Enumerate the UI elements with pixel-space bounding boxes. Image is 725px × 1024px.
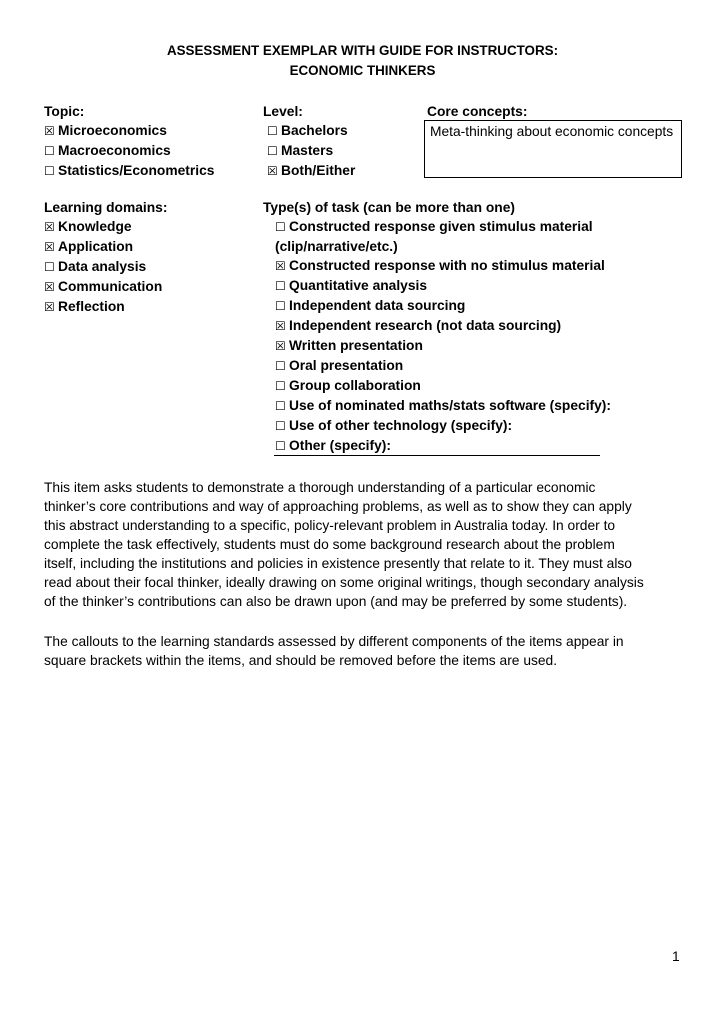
intro-paragraph: This item asks students to demonstrate a thorough understanding of a particular economic thinker’s core contributions and way of approaching problems, as well as to show they can apply this abstract understanding to a specific, policy-relevant problem in Australia today. In order to complete the task effectively, students must do some background research about the problem itself, including the institutions and policies in existence presently that relate to it. They must also read about their focal thinker, ideally drawing on some original writings, though secondary analysis of the thinker’s contributions can also be drawn upon (and may be preferred by some students). (44, 480, 644, 609)
task-types-label: Type(s) of task (can be more than one) (263, 200, 515, 215)
checked-box-icon[interactable]: ☒ (44, 240, 55, 254)
task-option-data-sourcing[interactable]: ☐ Independent data sourcing (263, 296, 611, 316)
unchecked-box-icon[interactable]: ☐ (275, 419, 286, 433)
learning-domains-label: Learning domains: (44, 200, 168, 215)
document-title (0, 41, 725, 81)
level-section (263, 102, 355, 181)
unchecked-box-icon[interactable]: ☐ (275, 220, 286, 234)
unchecked-box-icon[interactable]: ☐ (275, 439, 286, 453)
level-option-bachelors[interactable]: ☐ Bachelors (263, 121, 355, 141)
task-types-section (263, 198, 611, 456)
topic-option-microeconomics[interactable]: ☒ Microeconomics (44, 121, 214, 141)
checked-box-icon[interactable]: ☒ (275, 259, 286, 273)
title-line-2: ECONOMIC THINKERS (289, 63, 436, 78)
checked-box-icon[interactable]: ☒ (44, 220, 55, 234)
unchecked-box-icon[interactable]: ☐ (275, 399, 286, 413)
other-specify-line[interactable] (274, 455, 600, 456)
task-option-quantitative[interactable]: ☐ Quantitative analysis (263, 276, 611, 296)
topic-option-macroeconomics[interactable]: ☐ Macroeconomics (44, 141, 214, 161)
domain-option-knowledge[interactable]: ☒ Knowledge (44, 217, 167, 237)
topic-section (44, 102, 214, 181)
checked-box-icon[interactable]: ☒ (44, 280, 55, 294)
checked-box-icon[interactable]: ☒ (44, 124, 55, 138)
topic-option-statistics[interactable]: ☐ Statistics/Econometrics (44, 161, 214, 181)
unchecked-box-icon[interactable]: ☐ (44, 260, 55, 274)
learning-domains-section (44, 198, 167, 317)
unchecked-box-icon[interactable]: ☐ (275, 359, 286, 373)
unchecked-box-icon[interactable]: ☐ (44, 144, 55, 158)
task-option-group[interactable]: ☐ Group collaboration (263, 376, 611, 396)
task-option-software[interactable]: ☐ Use of nominated maths/stats software (specify): (263, 396, 611, 416)
page-number: 1 (672, 949, 680, 964)
checked-box-icon[interactable]: ☒ (275, 319, 286, 333)
task-option-other[interactable]: ☐ Other (specify): (263, 436, 611, 456)
domain-option-reflection[interactable]: ☒ Reflection (44, 297, 167, 317)
unchecked-box-icon[interactable]: ☐ (44, 164, 55, 178)
title-line-1: ASSESSMENT EXEMPLAR WITH GUIDE FOR INSTRUCTORS: (166, 43, 559, 58)
unchecked-box-icon[interactable]: ☐ (275, 299, 286, 313)
domain-option-application[interactable]: ☒ Application (44, 237, 167, 257)
checked-box-icon[interactable]: ☒ (267, 164, 278, 178)
level-option-both[interactable]: ☒ Both/Either (263, 161, 355, 181)
unchecked-box-icon[interactable]: ☐ (275, 279, 286, 293)
callouts-paragraph: The callouts to the learning standards assessed by different components of the items appear in square brackets within the items, and should be removed before the items are used. (44, 634, 624, 668)
task-option-stimulus[interactable]: ☐ Constructed response given stimulus material (263, 217, 611, 237)
level-option-masters[interactable]: ☐ Masters (263, 141, 355, 161)
domain-option-communication[interactable]: ☒ Communication (44, 277, 167, 297)
core-concepts-label: Core concepts: (427, 104, 528, 119)
task-option-written[interactable]: ☒ Written presentation (263, 336, 611, 356)
checked-box-icon[interactable]: ☒ (275, 339, 286, 353)
core-concepts-box[interactable]: Meta-thinking about economic concepts (424, 120, 682, 178)
domain-option-data-analysis[interactable]: ☐ Data analysis (44, 257, 167, 277)
task-option-independent-research[interactable]: ☒ Independent research (not data sourcing) (263, 316, 611, 336)
level-label: Level: (263, 104, 303, 119)
checked-box-icon[interactable]: ☒ (44, 300, 55, 314)
unchecked-box-icon[interactable]: ☐ (275, 379, 286, 393)
task-option-technology[interactable]: ☐ Use of other technology (specify): (263, 416, 611, 436)
task-option-stimulus-continued: (clip/narrative/etc.) (275, 239, 398, 254)
unchecked-box-icon[interactable]: ☐ (267, 124, 278, 138)
topic-label: Topic: (44, 104, 85, 119)
task-option-oral[interactable]: ☐ Oral presentation (263, 356, 611, 376)
task-option-no-stimulus[interactable]: ☒ Constructed response with no stimulus material (263, 256, 611, 276)
unchecked-box-icon[interactable]: ☐ (267, 144, 278, 158)
